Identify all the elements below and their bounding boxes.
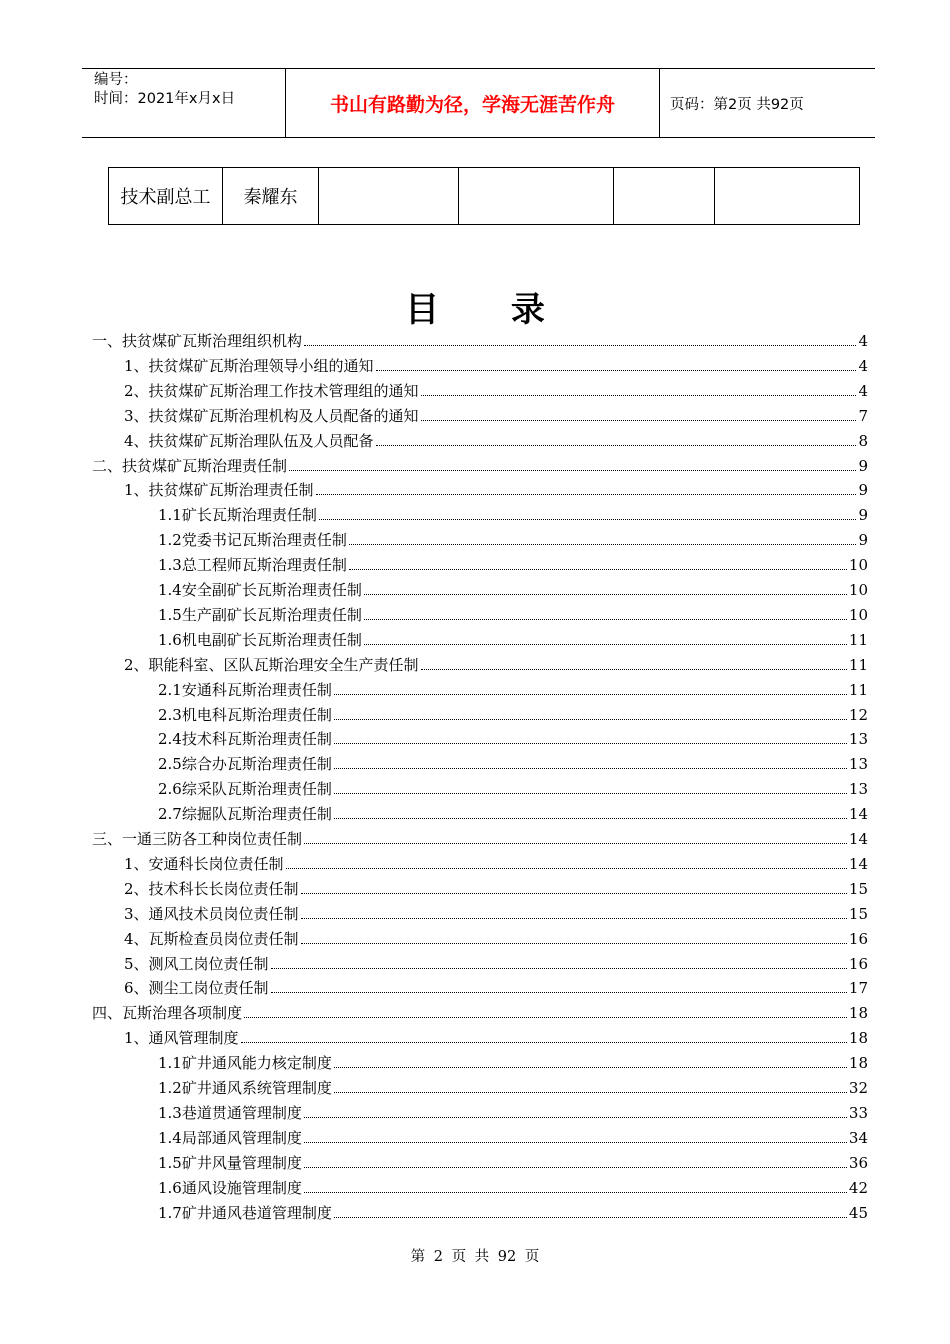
toc-entry-page: 4 bbox=[858, 356, 868, 375]
toc-entry-page: 7 bbox=[858, 406, 868, 425]
toc-entry-page: 18 bbox=[848, 1054, 868, 1073]
toc-dot-leader bbox=[304, 1142, 847, 1143]
toc-dot-leader bbox=[349, 544, 857, 545]
toc-entry[interactable] bbox=[158, 678, 868, 700]
toc-entry[interactable] bbox=[158, 578, 868, 600]
toc-dot-leader bbox=[364, 644, 847, 645]
signature-table bbox=[108, 167, 860, 225]
toc-dot-leader bbox=[301, 943, 847, 944]
toc-dot-leader bbox=[289, 470, 856, 471]
toc-entry-label: 2.3机电科瓦斯治理责任制 bbox=[158, 705, 332, 724]
toc-entry-page: 10 bbox=[848, 605, 868, 624]
toc-entry-page: 4 bbox=[858, 332, 868, 350]
toc-entry-page: 11 bbox=[848, 655, 868, 674]
page-footer: 第 2 页 共 92 页 bbox=[410, 1249, 540, 1265]
toc-dot-leader bbox=[304, 1192, 847, 1193]
toc-entry[interactable] bbox=[158, 1101, 868, 1123]
toc-entry-label: 5、测风工岗位责任制 bbox=[124, 954, 269, 973]
toc-dot-leader bbox=[244, 1017, 847, 1018]
toc-entry-label: 4、瓦斯检查员岗位责任制 bbox=[124, 929, 299, 948]
toc-entry-page: 11 bbox=[848, 680, 868, 699]
toc-dot-leader bbox=[316, 494, 857, 495]
toc-entry-label: 1.1矿井通风能力核定制度 bbox=[158, 1054, 332, 1073]
toc-dot-leader bbox=[271, 992, 847, 993]
toc-entry[interactable] bbox=[124, 902, 868, 924]
toc-entry-label: 2、职能科室、区队瓦斯治理安全生产责任制 bbox=[124, 655, 419, 674]
toc-title: 目 录 bbox=[405, 290, 575, 330]
toc-entry[interactable] bbox=[124, 877, 868, 899]
toc-entry-page: 9 bbox=[858, 506, 868, 525]
toc-entry-label: 2.5综合办瓦斯治理责任制 bbox=[158, 755, 332, 774]
toc-entry[interactable] bbox=[158, 503, 868, 525]
toc-entry-page: 14 bbox=[848, 854, 868, 873]
signature-row bbox=[109, 168, 860, 225]
toc-entry-page: 9 bbox=[858, 481, 868, 500]
toc-entry-label: 1.6机电副矿长瓦斯治理责任制 bbox=[158, 630, 362, 649]
empty-cell bbox=[319, 168, 459, 225]
toc-entry-label: 2.4技术科瓦斯治理责任制 bbox=[158, 730, 332, 749]
toc-entry[interactable] bbox=[158, 528, 868, 550]
toc-entry[interactable] bbox=[92, 827, 868, 849]
toc-entry-page: 18 bbox=[848, 1004, 868, 1023]
toc-dot-leader bbox=[319, 519, 857, 520]
toc-entry-label: 二、扶贫煤矿瓦斯治理责任制 bbox=[92, 456, 288, 475]
name-cell: 秦耀东 bbox=[223, 168, 319, 225]
toc-entry[interactable] bbox=[158, 603, 868, 625]
toc-entry-page: 42 bbox=[848, 1178, 868, 1197]
toc-dot-leader bbox=[421, 669, 847, 670]
toc-entry-label: 2、扶贫煤矿瓦斯治理工作技术管理组的通知 bbox=[124, 381, 419, 400]
toc-entry-label: 1.2矿井通风系统管理制度 bbox=[158, 1079, 332, 1097]
toc-entry-page: 10 bbox=[848, 556, 868, 575]
toc-entry-label: 一、扶贫煤矿瓦斯治理组织机构 bbox=[92, 332, 303, 350]
header-meta bbox=[82, 69, 286, 137]
toc-entry-page: 11 bbox=[848, 630, 868, 649]
toc-dot-leader bbox=[334, 1067, 847, 1068]
toc-dot-leader bbox=[334, 694, 847, 695]
toc-entry-page: 13 bbox=[848, 730, 868, 749]
toc-entry[interactable] bbox=[158, 1151, 868, 1173]
toc-entry[interactable] bbox=[92, 454, 868, 476]
toc-entry-label: 1.2党委书记瓦斯治理责任制 bbox=[158, 531, 347, 550]
toc-entry-page: 10 bbox=[848, 581, 868, 599]
toc-entry[interactable] bbox=[158, 703, 868, 725]
toc-entry-label: 1.5生产副矿长瓦斯治理责任制 bbox=[158, 605, 362, 624]
toc-dot-leader bbox=[334, 1092, 847, 1093]
toc-dot-leader bbox=[304, 1117, 847, 1118]
number-label: 编号： bbox=[94, 72, 138, 88]
toc-entry-page: 34 bbox=[848, 1128, 868, 1147]
toc-dot-leader bbox=[349, 569, 847, 570]
toc-entry-page: 9 bbox=[858, 531, 868, 550]
toc-entry-page: 13 bbox=[848, 755, 868, 774]
toc-entry-label: 2.7综掘队瓦斯治理责任制 bbox=[158, 805, 332, 824]
toc-entry-page: 16 bbox=[848, 954, 868, 973]
toc-entry-label: 6、测尘工岗位责任制 bbox=[124, 979, 269, 998]
toc-dot-leader bbox=[334, 743, 847, 744]
toc-entry-label: 4、扶贫煤矿瓦斯治理队伍及人员配备 bbox=[124, 431, 374, 450]
empty-cell bbox=[715, 168, 860, 225]
role-cell: 技术副总工 bbox=[109, 168, 223, 225]
toc-entry[interactable] bbox=[92, 1001, 868, 1023]
toc-dot-leader bbox=[301, 893, 847, 894]
toc-entry-page: 16 bbox=[848, 929, 868, 948]
toc-entry[interactable] bbox=[124, 379, 868, 401]
toc-dot-leader bbox=[241, 1042, 847, 1043]
toc-entry[interactable] bbox=[124, 429, 868, 451]
document-header bbox=[82, 68, 875, 138]
toc-entry-label: 1、安通科长岗位责任制 bbox=[124, 854, 284, 873]
toc-entry[interactable] bbox=[124, 653, 868, 675]
toc-entry[interactable] bbox=[124, 1026, 868, 1048]
toc-entry-label: 1、扶贫煤矿瓦斯治理领导小组的通知 bbox=[124, 356, 374, 375]
toc-entry-label: 1、通风管理制度 bbox=[124, 1029, 239, 1048]
toc-entry-page: 12 bbox=[848, 705, 868, 724]
toc-entry-label: 1.4安全副矿长瓦斯治理责任制 bbox=[158, 581, 362, 599]
toc-dot-leader bbox=[421, 395, 857, 396]
toc-entry-page: 15 bbox=[848, 904, 868, 923]
toc-entry-label: 2.6综采队瓦斯治理责任制 bbox=[158, 780, 332, 799]
toc-entry-label: 1.6通风设施管理制度 bbox=[158, 1178, 302, 1197]
empty-cell bbox=[459, 168, 614, 225]
toc-dot-leader bbox=[334, 1217, 847, 1218]
toc-entry[interactable] bbox=[158, 1076, 868, 1098]
toc-entry[interactable] bbox=[124, 927, 868, 949]
toc-entry-label: 四、瓦斯治理各项制度 bbox=[92, 1004, 243, 1023]
toc-entry[interactable] bbox=[158, 727, 868, 749]
toc-dot-leader bbox=[271, 968, 847, 969]
empty-cell bbox=[614, 168, 715, 225]
toc-dot-leader bbox=[334, 793, 847, 794]
toc-entry-page: 14 bbox=[848, 830, 868, 848]
toc-entry[interactable] bbox=[158, 1051, 868, 1073]
toc-dot-leader bbox=[304, 843, 847, 844]
toc-entry[interactable] bbox=[124, 478, 868, 500]
toc-entry[interactable] bbox=[158, 1126, 868, 1148]
header-motto: 书山有路勤为径，学海无涯苦作舟 bbox=[286, 69, 660, 137]
toc-dot-leader bbox=[304, 345, 856, 346]
toc-entry-label: 3、扶贫煤矿瓦斯治理机构及人员配备的通知 bbox=[124, 406, 419, 425]
toc-entry[interactable] bbox=[124, 852, 868, 874]
toc-dot-leader bbox=[304, 1167, 847, 1168]
toc-entry-label: 1.1矿长瓦斯治理责任制 bbox=[158, 506, 317, 525]
time-label: 时间：2021年x月x日 bbox=[94, 91, 236, 107]
toc-entry-page: 17 bbox=[848, 979, 868, 998]
toc-entry[interactable] bbox=[124, 354, 868, 376]
toc-entry-page: 14 bbox=[848, 805, 868, 824]
toc-dot-leader bbox=[334, 818, 847, 819]
toc-entry-label: 1.4局部通风管理制度 bbox=[158, 1128, 302, 1147]
toc-entry[interactable] bbox=[158, 628, 868, 650]
toc-dot-leader bbox=[286, 868, 847, 869]
toc-entry[interactable] bbox=[124, 976, 868, 998]
toc-entry[interactable] bbox=[158, 777, 868, 799]
toc-dot-leader bbox=[364, 594, 847, 595]
toc-dot-leader bbox=[376, 445, 857, 446]
toc-entry-label: 1、扶贫煤矿瓦斯治理责任制 bbox=[124, 481, 314, 500]
header-page-info: 页码：第2页 共92页 bbox=[670, 96, 804, 113]
toc-dot-leader bbox=[376, 370, 857, 371]
toc-entry-label: 1.3巷道贯通管理制度 bbox=[158, 1103, 302, 1122]
toc-dot-leader bbox=[301, 918, 847, 919]
toc-entry-page: 13 bbox=[848, 780, 868, 799]
toc-entry[interactable] bbox=[158, 1201, 868, 1223]
toc-dot-leader bbox=[421, 420, 857, 421]
toc-entry[interactable] bbox=[92, 329, 868, 351]
toc-entry-label: 2.1安通科瓦斯治理责任制 bbox=[158, 680, 332, 699]
toc-entry[interactable] bbox=[158, 553, 868, 575]
toc-dot-leader bbox=[334, 719, 847, 720]
toc-entry-page: 18 bbox=[848, 1029, 868, 1048]
toc-entry-page: 4 bbox=[858, 381, 868, 400]
toc-dot-leader bbox=[334, 768, 847, 769]
toc-entry-page: 8 bbox=[858, 431, 868, 450]
toc-entry-page: 33 bbox=[848, 1103, 868, 1122]
toc-entry-label: 三、一通三防各工种岗位责任制 bbox=[92, 830, 303, 848]
toc-entry[interactable] bbox=[124, 952, 868, 974]
toc-dot-leader bbox=[364, 619, 847, 620]
toc-entry-label: 3、通风技术员岗位责任制 bbox=[124, 904, 299, 923]
toc-entry[interactable] bbox=[124, 404, 868, 426]
toc-entry-page: 9 bbox=[858, 456, 868, 475]
toc-entry-label: 1.3总工程师瓦斯治理责任制 bbox=[158, 556, 347, 575]
toc-entry-label: 2、技术科长长岗位责任制 bbox=[124, 879, 299, 898]
toc-entry-label: 1.5矿井风量管理制度 bbox=[158, 1153, 302, 1172]
toc-entry-page: 36 bbox=[848, 1153, 868, 1172]
toc-entry-label: 1.7矿井通风巷道管理制度 bbox=[158, 1203, 332, 1222]
toc-entry[interactable] bbox=[158, 752, 868, 774]
toc-entry-page: 32 bbox=[848, 1079, 868, 1097]
toc-entry[interactable] bbox=[158, 1176, 868, 1198]
toc-entry-page: 45 bbox=[848, 1203, 868, 1222]
toc-entry[interactable] bbox=[158, 802, 868, 824]
toc-entry-page: 15 bbox=[848, 879, 868, 898]
